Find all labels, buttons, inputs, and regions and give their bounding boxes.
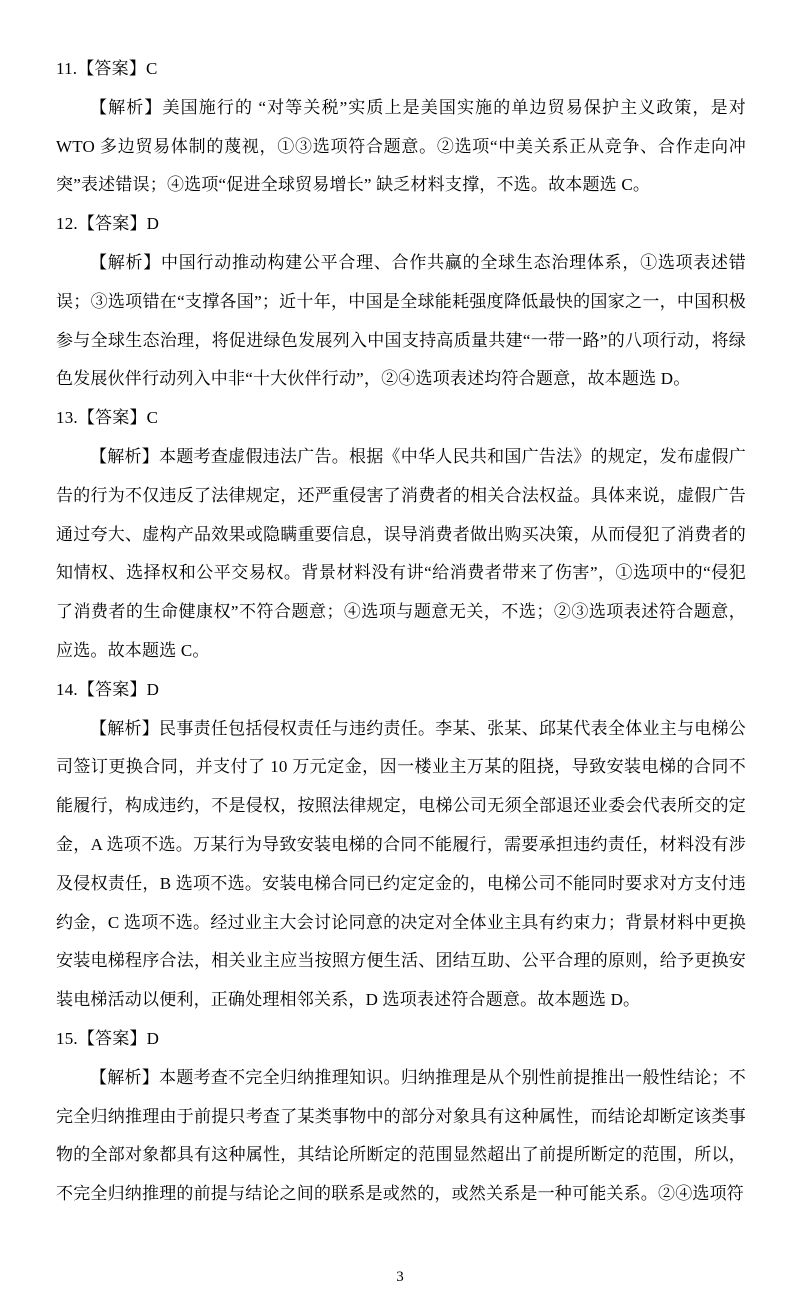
question-13-block [56,399,746,671]
question-13-answer: 13.【答案】C [56,408,159,428]
question-15-block [56,1020,746,1214]
question-14-analysis: 【解析】民事责任包括侵权责任与违约责任。李某、张某、邱某代表全体业主与电梯公司签订更换合同，并支付了 10 万元定金，因一楼业主万某的阻挠，导致安装电梯的合同不能履行，构成违约，不是侵权，按照法律规定，电梯公司无须全部退还业委会代表所交的定金，A 选项不选。万某行为导致安装电梯的合同不能履行，需要承担违约责任，材料没有涉及侵权责任，B 选项不选。安装电梯合同已约定定金的，电梯公司不能同时要求对方支付违约金，C 选项不选。经过业主大会讨论同意的决定对全体业主具有约束力；背景材料中更换安装电梯程序合法，相关业主应当按照方便生活、团结互助、公平合理的原则，给予更换安装电梯活动以便利，正确处理相邻关系，D 选项表述符合题意。故本题选 D。 [56,718,746,1010]
question-11-answer: 11.【答案】C [56,59,158,78]
answer-key-content [56,50,746,1214]
question-11-analysis: 【解析】美国施行的 “对等关税”实质上是美国实施的单边贸易保护主义政策，是对 WTO 多边贸易体制的蔑视，①③选项符合题意。②选项“中美关系正从竞争、合作走向冲突”表述错误；④选项“促进全球贸易增长” 缺乏材料支撑，不选。故本题选 C。 [56,97,746,195]
question-13-analysis: 【解析】本题考查虚假违法广告。根据《中华人民共和国广告法》的规定，发布虚假广告的行为不仅违反了法律规定，还严重侵害了消费者的相关合法权益。具体来说，虚假广告通过夸大、虚构产品效果或隐瞒重要信息，误导消费者做出购买决策，从而侵犯了消费者的知情权、选择权和公平交易权。背景材料没有讲“给消费者带来了伤害”，①选项中的“侵犯了消费者的生命健康权”不符合题意；④选项与题意无关，不选；②③选项表述符合题意，应选。故本题选 C。 [56,446,746,660]
question-14-answer: 14.【答案】D [56,679,160,699]
question-15-analysis: 【解析】本题考查不完全归纳推理知识。归纳推理是从个别性前提推出一般性结论；不完全归纳推理由于前提只考查了某类事物中的部分对象具有这种属性，而结论却断定该类事物的全部对象都具有这种属性，其结论所断定的范围显然超出了前提所断定的范围，所以，不完全归纳推理的前提与结论之间的联系是或然的，或然关系是一种可能关系。②④选项符 [56,1067,746,1204]
question-14-block [56,671,746,1020]
question-15-answer: 15.【答案】D [56,1028,160,1048]
question-12-analysis: 【解析】中国行动推动构建公平合理、合作共赢的全球生态治理体系，①选项表述错误；③选项错在“支撑各国”；近十年，中国是全球能耗强度降低最快的国家之一，中国积极参与全球生态治理，将促进绿色发展列入中国支持高质量共建“一带一路”的八项行动，将绿色发展伙伴行动列入中非“十大伙伴行动”，②④选项表述均符合题意，故本题选 D。 [56,252,746,389]
question-12-block [56,205,746,399]
page-number: 3 [396,1269,404,1285]
question-11-block [56,50,746,205]
question-12-answer: 12.【答案】D [56,214,160,234]
